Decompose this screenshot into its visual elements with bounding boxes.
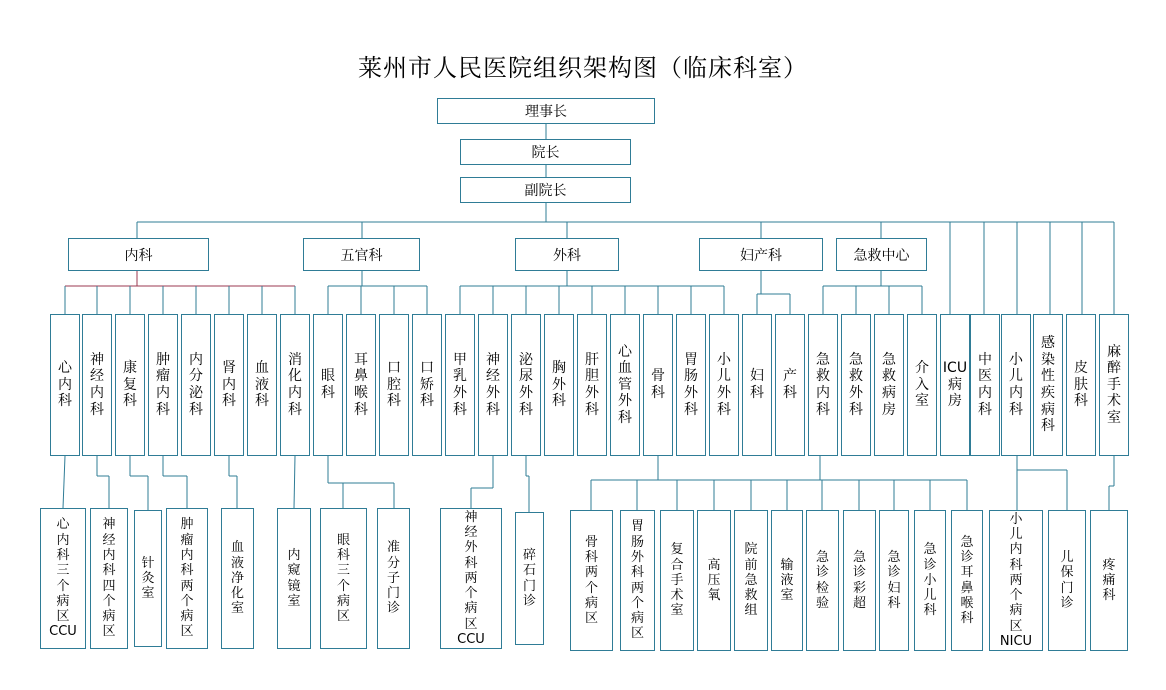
dept-dermatology: 皮 肤 科 (1066, 314, 1096, 456)
dept-oncology: 肿 瘤 内 科 (148, 314, 178, 456)
unit-hyperbaric-oxygen: 高 压 氧 (697, 510, 731, 651)
division-internal: 内科 (68, 238, 209, 271)
chairman-box: 理事长 (437, 98, 655, 124)
unit-child-health-clinic: 儿 保 门 诊 (1048, 510, 1086, 651)
unit-hybrid-or: 复 合 手 术 室 (660, 510, 694, 651)
connector-line (63, 456, 65, 508)
dept-infectious-disease: 感 染 性 疾 病 科 (1033, 314, 1063, 456)
dept-pediatric-surgery: 小 儿 外 科 (709, 314, 739, 456)
division-obgyn: 妇产科 (699, 238, 823, 271)
dept-gastroenterology: 消 化 内 科 (280, 314, 310, 456)
unit-neurosurgery-wards: 神 经 外 科 两 个 病 区 CCU (440, 508, 502, 649)
unit-lithotripsy-clinic: 碎 石 门 诊 (515, 512, 544, 645)
dept-nephrology: 肾 内 科 (214, 314, 244, 456)
dept-emergency-ward: 急 救 病 房 (874, 314, 904, 456)
unit-ophthalmology-wards: 眼 科 三 个 病 区 (320, 508, 367, 649)
dept-hematology: 血 液 科 (247, 314, 277, 456)
vice-president-box: 副院长 (460, 177, 631, 203)
dept-neurology: 神 经 内 科 (82, 314, 112, 456)
dept-orthopedics: 骨 科 (643, 314, 673, 456)
dept-neurosurgery: 神 经 外 科 (478, 314, 508, 456)
dept-thoracic-surgery: 胸 外 科 (544, 314, 574, 456)
dept-urology: 泌 尿 外 科 (511, 314, 541, 456)
division-emergency: 急救中心 (836, 238, 927, 271)
dept-pediatrics: 小 儿 内 科 (1001, 314, 1031, 456)
unit-gi-surgery-wards: 胃 肠 外 科 两 个 病 区 (620, 510, 655, 651)
dept-emergency-surgery: 急 救 外 科 (841, 314, 871, 456)
chart-title: 莱州市人民医院组织架构图（临床科室） (358, 54, 808, 82)
unit-infusion-room: 输 液 室 (771, 510, 803, 651)
dept-tcm-internal: 中 医 内 科 (970, 314, 1000, 456)
division-surgery: 外科 (515, 238, 619, 271)
unit-emergency-lab: 急 诊 检 验 (806, 510, 839, 651)
dept-cardiology: 心 内 科 (50, 314, 80, 456)
connector-line (294, 456, 295, 508)
dept-emergency-internal: 急 救 内 科 (808, 314, 838, 456)
division-ent: 五官科 (303, 238, 420, 271)
dept-endocrinology: 内 分 泌 科 (181, 314, 211, 456)
unit-cardiology-wards: 心 内 科 三 个 病 区 CCU (40, 508, 86, 649)
unit-oncology-wards: 肿 瘤 内 科 两 个 病 区 (166, 508, 208, 649)
unit-acupuncture: 针 灸 室 (134, 510, 162, 647)
dept-anesthesia-surgery: 麻 醉 手 术 室 (1099, 314, 1129, 456)
unit-excimer-clinic: 准 分 子 门 诊 (377, 508, 410, 649)
dept-interventional: 介 入 室 (907, 314, 937, 456)
unit-hemodialysis: 血 液 净 化 室 (221, 508, 254, 649)
unit-emergency-gynecology: 急 诊 妇 科 (879, 510, 909, 651)
dept-gastrointestinal-surgery: 胃 肠 外 科 (676, 314, 706, 456)
unit-endoscopy: 内 窥 镜 室 (277, 508, 311, 649)
president-box: 院长 (460, 139, 631, 165)
unit-pain-clinic: 疼 痛 科 (1090, 510, 1128, 651)
unit-pediatrics-wards: 小 儿 内 科 两 个 病 区 NICU (989, 510, 1043, 651)
dept-hepatobiliary-surgery: 肝 胆 外 科 (577, 314, 607, 456)
unit-emergency-pediatrics: 急 诊 小 儿 科 (914, 510, 946, 651)
dept-ophthalmology: 眼 科 (313, 314, 343, 456)
unit-orthopedics-wards: 骨 科 两 个 病 区 (570, 510, 613, 651)
unit-emergency-ent: 急 诊 耳 鼻 喉 科 (951, 510, 983, 651)
dept-cardiovascular-surgery: 心 血 管 外 科 (610, 314, 640, 456)
dept-icu: ICU 病 房 (940, 314, 970, 456)
dept-breast-thyroid-surgery: 甲 乳 外 科 (445, 314, 475, 456)
dept-rehabilitation: 康 复 科 (115, 314, 145, 456)
unit-emergency-ultrasound: 急 诊 彩 超 (843, 510, 876, 651)
dept-orthodontics: 口 矫 科 (412, 314, 442, 456)
unit-neurology-wards: 神 经 内 科 四 个 病 区 (90, 508, 128, 649)
dept-otolaryngology: 耳 鼻 喉 科 (346, 314, 376, 456)
unit-prehospital-team: 院 前 急 救 组 (734, 510, 768, 651)
dept-obstetrics: 产 科 (775, 314, 805, 456)
dept-stomatology: 口 腔 科 (379, 314, 409, 456)
dept-gynecology: 妇 科 (742, 314, 772, 456)
